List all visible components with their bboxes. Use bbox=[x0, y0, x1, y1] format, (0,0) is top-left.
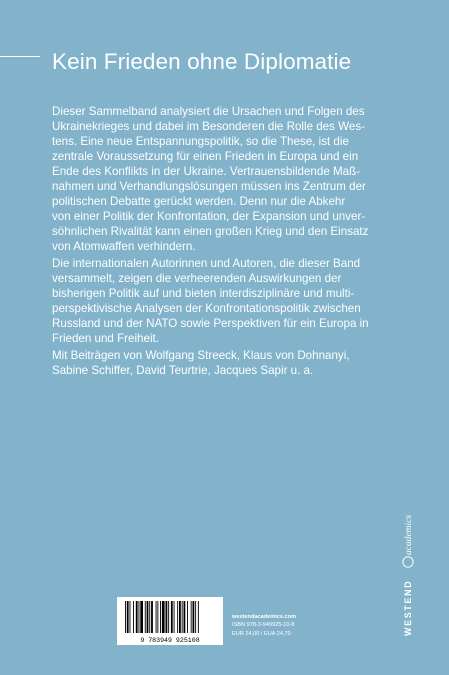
barcode-bars bbox=[125, 601, 199, 633]
barcode-bar bbox=[127, 601, 129, 633]
blurb-line: Russland und der NATO sowie Perspektiven für ein Europa in bbox=[52, 317, 369, 330]
barcode-bar bbox=[166, 601, 168, 633]
publisher-website: westendacademics.com bbox=[232, 614, 297, 620]
blurb-line: söhnlichen Rivalität kann einen großen Krieg und den Einsatz bbox=[52, 225, 369, 238]
blurb-line: Ende des Konflikts in der Ukraine. Vertrauensbildende Maß- bbox=[52, 165, 361, 178]
book-info bbox=[232, 613, 372, 638]
blurb-line: von einer Politik der Konfrontation, der Expansion und unver- bbox=[52, 210, 366, 223]
barcode-bar bbox=[171, 601, 173, 633]
barcode-bar bbox=[130, 601, 131, 633]
barcode-bar bbox=[136, 601, 138, 633]
isbn-number: ISBN 978-3-949925-10-8 bbox=[232, 622, 295, 629]
blurb-line: perspektivische Analysen der Konfrontationspolitik zwischen bbox=[52, 302, 361, 315]
blurb-paragraph-1 bbox=[52, 104, 399, 254]
blurb-line: tens. Eine neue Entspannungspolitik, so die These, ist die bbox=[52, 135, 349, 148]
title-rule bbox=[0, 56, 40, 57]
barcode-bar bbox=[156, 601, 157, 633]
blurb-line: politischen Debatte gerückt werden. Denn nur die Abkehr bbox=[52, 195, 346, 208]
blurb-line: versammelt, zeigen die verheerenden Auswirkungen der bbox=[52, 272, 342, 285]
barcode-bar bbox=[184, 601, 186, 633]
barcode-bar bbox=[187, 601, 188, 633]
barcode-bar bbox=[145, 601, 146, 633]
barcode-bar bbox=[140, 601, 143, 633]
barcode-bar bbox=[168, 601, 169, 633]
barcode-bar bbox=[147, 601, 149, 633]
barcode-bar bbox=[125, 601, 126, 633]
barcode-bar bbox=[182, 601, 183, 633]
blurb-line: Dieser Sammelband analysiert die Ursachen und Folgen des bbox=[52, 105, 365, 118]
blurb-line: Frieden und Freiheit. bbox=[52, 332, 159, 345]
blurb-line: von Atomwaffen verhindern. bbox=[52, 240, 196, 253]
barcode-bar bbox=[195, 601, 196, 633]
blurb-paragraph-2 bbox=[52, 256, 399, 346]
barcode-bar bbox=[179, 601, 181, 633]
barcode-bar bbox=[160, 601, 161, 633]
barcode-bar bbox=[133, 601, 134, 633]
blurb-line: Sabine Schiffer, David Teurtrie, Jacques Sapir u. a. bbox=[52, 364, 314, 377]
publisher-logo-text-academics: academics bbox=[404, 514, 414, 555]
blurb-line: zentrale Voraussetzung für einen Frieden in Europa und ein bbox=[52, 150, 359, 163]
barcode-bar bbox=[193, 601, 195, 633]
barcode-digits: 9 783949 925108 bbox=[140, 637, 200, 644]
barcode-bar bbox=[198, 601, 199, 633]
blurb-line: Die internationalen Autorinnen und Autoren, die dieser Band bbox=[52, 257, 361, 270]
isbn-barcode bbox=[117, 597, 223, 645]
publisher-logo-circle-icon bbox=[403, 557, 413, 567]
barcode-bar bbox=[149, 601, 150, 633]
publisher-logo bbox=[400, 486, 416, 636]
barcode-bar bbox=[174, 601, 175, 633]
barcode-bar bbox=[177, 601, 178, 633]
barcode-bar bbox=[162, 601, 165, 633]
blurb-paragraph-3 bbox=[52, 348, 399, 378]
price-info: EUR 24,00 / EUA 24,70 bbox=[232, 630, 291, 637]
barcode-bar bbox=[151, 601, 153, 633]
barcode-bar bbox=[139, 601, 140, 633]
blurb-line: bisherigen Politik auf und bieten interdisziplinäre und multi- bbox=[52, 287, 355, 300]
barcode-bar bbox=[191, 601, 192, 633]
blurb-line: nahmen und Verhandlungslösungen müssen ins Zentrum der bbox=[52, 180, 366, 193]
blurb-line: Mit Beiträgen von Wolfgang Streeck, Klaus von Dohnanyi, bbox=[52, 349, 350, 362]
barcode-bar bbox=[157, 601, 158, 633]
book-title: Kein Frieden ohne Diplomatie bbox=[52, 49, 352, 75]
blurb-line: Ukrainekrieges und dabei im Besonderen die Rolle des Wes- bbox=[52, 120, 365, 133]
publisher-logo-text-westend: WESTEND bbox=[403, 579, 413, 636]
